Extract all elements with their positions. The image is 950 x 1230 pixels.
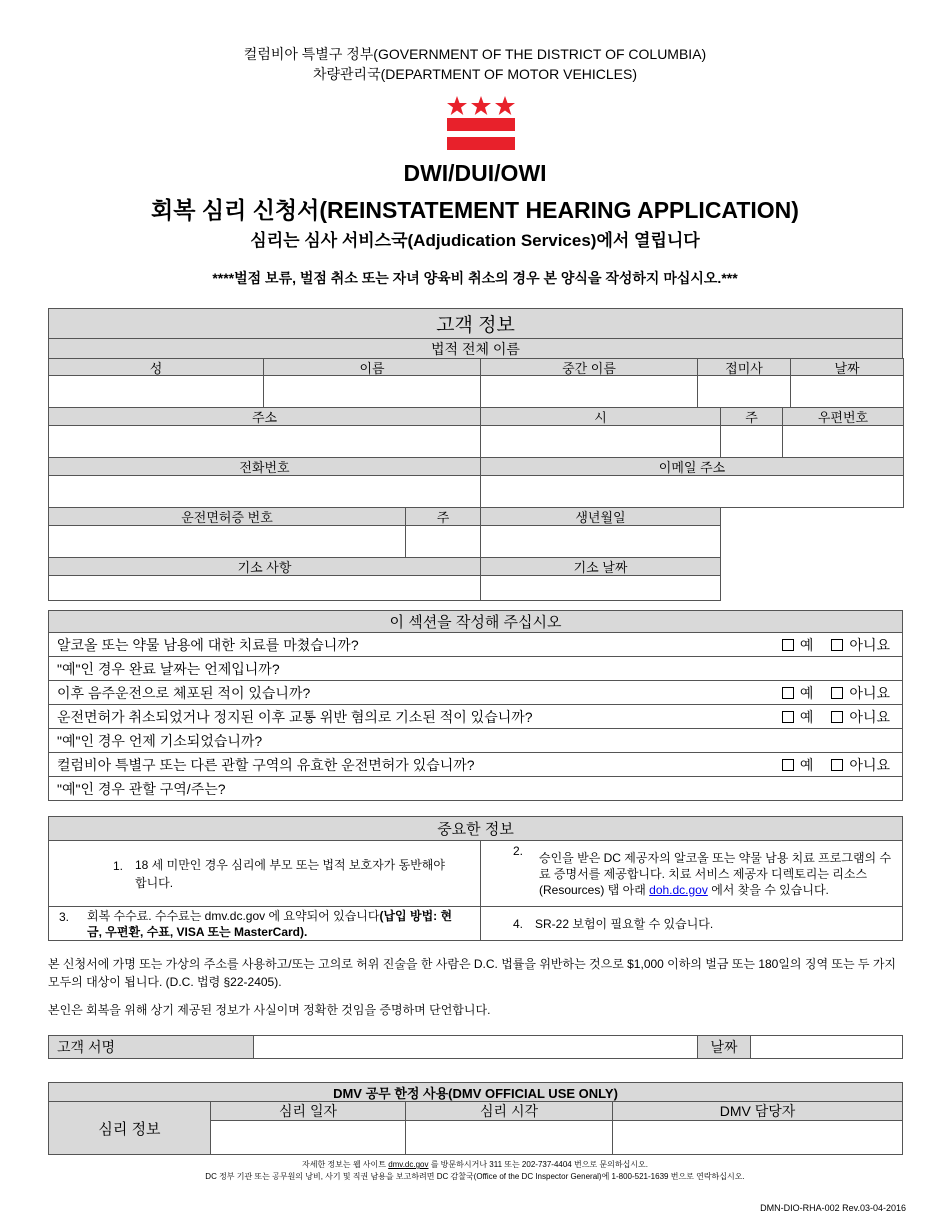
yes-label: 예 — [799, 636, 814, 653]
checkbox-icon — [782, 687, 794, 699]
date-input[interactable] — [790, 375, 904, 408]
hearing-date-label: 심리 일자 — [210, 1101, 406, 1121]
no-checkbox[interactable] — [831, 709, 890, 725]
no-label: 아니요 — [849, 636, 890, 653]
checkbox-icon — [831, 687, 843, 699]
yes-checkbox[interactable] — [782, 757, 814, 773]
license-label: 운전면허증 번호 — [48, 507, 406, 526]
question-text: "예"인 경우 완료 날짜는 언제입니까? — [57, 660, 280, 677]
checkbox-icon — [831, 759, 843, 771]
checkbox-icon — [831, 639, 843, 651]
item-text — [539, 850, 892, 898]
date-label: 날짜 — [790, 358, 904, 376]
question-text: "예"인 경우 언제 기소되었습니까? — [57, 732, 263, 749]
dmv-officer-label: DMV 담당자 — [612, 1101, 903, 1121]
license-state-label: 주 — [405, 507, 481, 526]
no-checkbox[interactable] — [831, 637, 890, 653]
yes-label: 예 — [799, 756, 814, 773]
zip-input[interactable] — [782, 425, 904, 458]
question-row — [48, 704, 903, 729]
state-label: 주 — [720, 407, 783, 426]
item-number: 4. — [513, 916, 524, 931]
question-text: 알코올 또는 약물 남용에 대한 치료를 마쳤습니까? — [57, 636, 359, 653]
item-text: 18 세 미만인 경우 심리에 부모 또는 법적 보호자가 동반해야 합니다. — [135, 857, 445, 890]
email-label: 이메일 주소 — [480, 457, 904, 476]
dmv-link[interactable]: dmv.dc.gov — [388, 1160, 429, 1169]
dob-input[interactable] — [480, 525, 721, 558]
item-2-text: 승인을 받은 DC 제공자의 알코올 또는 약물 남용 치료 프로그램의 수료 증명서를 제공합니다. 치료 서비스 제공자 디렉토리는 리소스(Resources) 탭 아래 — [539, 850, 892, 897]
form-title-acronym: DWI/DUI/OWI — [403, 160, 547, 186]
form-code: DMN-DIO-RHA-002 Rev.03-04-2016 — [760, 1203, 906, 1213]
important-item-4 — [480, 906, 903, 941]
doh-link[interactable]: doh.dc.gov — [649, 882, 708, 897]
address-label: 주소 — [48, 407, 481, 426]
middle-input[interactable] — [480, 375, 698, 408]
yes-label: 예 — [799, 708, 814, 725]
item-number: 2. — [513, 844, 524, 858]
charge-date-label: 기소 날짜 — [480, 557, 721, 576]
charge-date-input[interactable] — [480, 575, 721, 601]
signature-date-input[interactable] — [750, 1035, 903, 1059]
last-input[interactable] — [48, 375, 264, 408]
checkbox-icon — [782, 759, 794, 771]
section-title: 이 섹션을 작성해 주십시오 — [48, 610, 903, 633]
yes-checkbox[interactable] — [782, 709, 814, 725]
yes-checkbox[interactable] — [782, 637, 814, 653]
signature-date-label: 날짜 — [697, 1035, 751, 1059]
gov-heading: 컬럼비아 특별구 정부(GOVERNMENT OF THE DISTRICT OF COLUMBIA) — [243, 46, 707, 62]
dc-flag-logo — [445, 94, 517, 156]
checkbox-icon — [782, 711, 794, 723]
zip-label: 우편번호 — [782, 407, 904, 426]
footer-inspector: DC 정부 기관 또는 공무원의 낭비, 사기 및 직권 남용을 보고하려면 DC 감찰국(Office of the DC Inspector General)에 1-800-521-1639 번으로 연락하십시오. — [205, 1172, 745, 1181]
no-checkbox[interactable] — [831, 757, 890, 773]
item-number: 3. — [59, 910, 70, 924]
dmv-officer-input[interactable] — [612, 1120, 903, 1155]
official-use-title: DMV 공무 한정 사용(DMV OFFICIAL USE ONLY) — [48, 1082, 903, 1102]
yes-no-options — [782, 707, 890, 727]
item-2-end: 에서 찾을 수 있습니다. — [711, 882, 829, 897]
affirmation: 본인은 회복을 위해 상기 제공된 정보가 사실이며 정확한 것임을 증명하며 단언합니다. — [48, 1003, 491, 1017]
city-input[interactable] — [480, 425, 721, 458]
question-text: 이후 음주운전으로 체포된 적이 있습니까? — [57, 684, 311, 701]
question-row — [48, 776, 903, 801]
customer-info-title: 고객 정보 — [48, 308, 903, 339]
signature-input[interactable] — [253, 1035, 698, 1059]
hearing-time-label: 심리 시각 — [405, 1101, 613, 1121]
question-row — [48, 680, 903, 705]
question-text: "예"인 경우 관할 구역/주는? — [57, 780, 226, 797]
important-item-2 — [480, 840, 903, 907]
yes-no-options — [782, 635, 890, 655]
item-number: 1. — [113, 859, 124, 873]
phone-input[interactable] — [48, 475, 481, 508]
form-subtitle: 심리는 심사 서비스국(Adjudication Services)에서 열립니다 — [250, 231, 700, 250]
no-label: 아니요 — [849, 708, 890, 725]
signature-label: 고객 서명 — [48, 1035, 254, 1059]
question-row — [48, 728, 903, 753]
yes-no-options — [782, 683, 890, 703]
dob-label: 생년월일 — [480, 507, 721, 526]
legal-name-header: 법적 전체 이름 — [48, 338, 903, 359]
license-state-input[interactable] — [405, 525, 481, 558]
important-info-title: 중요한 정보 — [48, 816, 903, 841]
charges-input[interactable] — [48, 575, 481, 601]
question-row — [48, 656, 903, 681]
email-input[interactable] — [480, 475, 904, 508]
state-input[interactable] — [720, 425, 783, 458]
important-item-1 — [48, 840, 481, 907]
footer-text: 자세한 정보는 웹 사이트 — [302, 1160, 386, 1169]
hearing-date-input[interactable] — [210, 1120, 406, 1155]
yes-checkbox[interactable] — [782, 685, 814, 701]
item-3-text: 회복 수수료. 수수료는 dmv.dc.gov 에 요약되어 있습니다 — [87, 908, 380, 923]
question-text: 운전면허가 취소되었거나 정지된 이후 교통 위반 혐의로 기소된 적이 있습니까? — [57, 708, 533, 725]
footer-text: 를 방문하시거나 311 또는 202-737-4404 번으로 문의하십시오. — [430, 1160, 648, 1169]
middle-label: 중간 이름 — [480, 358, 698, 376]
footer-contact — [0, 1159, 950, 1170]
yes-no-options — [782, 755, 890, 775]
item-text — [87, 908, 460, 940]
city-label: 시 — [480, 407, 721, 426]
first-label: 이름 — [263, 358, 481, 376]
charges-label: 기소 사항 — [48, 557, 481, 576]
hearing-time-input[interactable] — [405, 1120, 613, 1155]
suffix-input[interactable] — [697, 375, 791, 408]
important-item-3 — [48, 906, 481, 941]
warning-note: ****벌점 보류, 벌점 취소 또는 자녀 양육비 취소의 경우 본 양식을 작성하지 마십시오.*** — [212, 270, 738, 286]
question-row — [48, 632, 903, 657]
penalty-notice: 본 신청서에 가명 또는 가상의 주소를 사용하고/또는 고의로 허위 진술을 한 사람은 D.C. 법률을 위반하는 것으로 $1,000 이하의 벌금 또는 180일의 징역 또는 두 가지 모두의 대상이 됩니다. (D.C. 법령 §22-2405). — [48, 957, 897, 989]
no-label: 아니요 — [849, 756, 890, 773]
checkbox-icon — [831, 711, 843, 723]
suffix-label: 접미사 — [697, 358, 791, 376]
hearing-info-label: 심리 정보 — [48, 1101, 211, 1155]
yes-label: 예 — [799, 684, 814, 701]
license-input[interactable] — [48, 525, 406, 558]
question-text: 컬럼비아 특별구 또는 다른 관할 구역의 유효한 운전면허가 있습니까? — [57, 756, 475, 773]
dept-heading: 차량관리국(DEPARTMENT OF MOTOR VEHICLES) — [312, 66, 638, 82]
form-title: 회복 심리 신청서(REINSTATEMENT HEARING APPLICATION) — [151, 197, 799, 223]
question-row — [48, 752, 903, 777]
last-label: 성 — [48, 358, 264, 376]
address-input[interactable] — [48, 425, 481, 458]
phone-label: 전화번호 — [48, 457, 481, 476]
first-input[interactable] — [263, 375, 481, 408]
payment-methods: (납입 방법: 현금, 우편환, 수표, VISA 또는 MasterCard). — [87, 908, 453, 939]
item-text: SR-22 보험이 필요할 수 있습니다. — [535, 917, 714, 931]
checkbox-icon — [782, 639, 794, 651]
no-checkbox[interactable] — [831, 685, 890, 701]
no-label: 아니요 — [849, 684, 890, 701]
